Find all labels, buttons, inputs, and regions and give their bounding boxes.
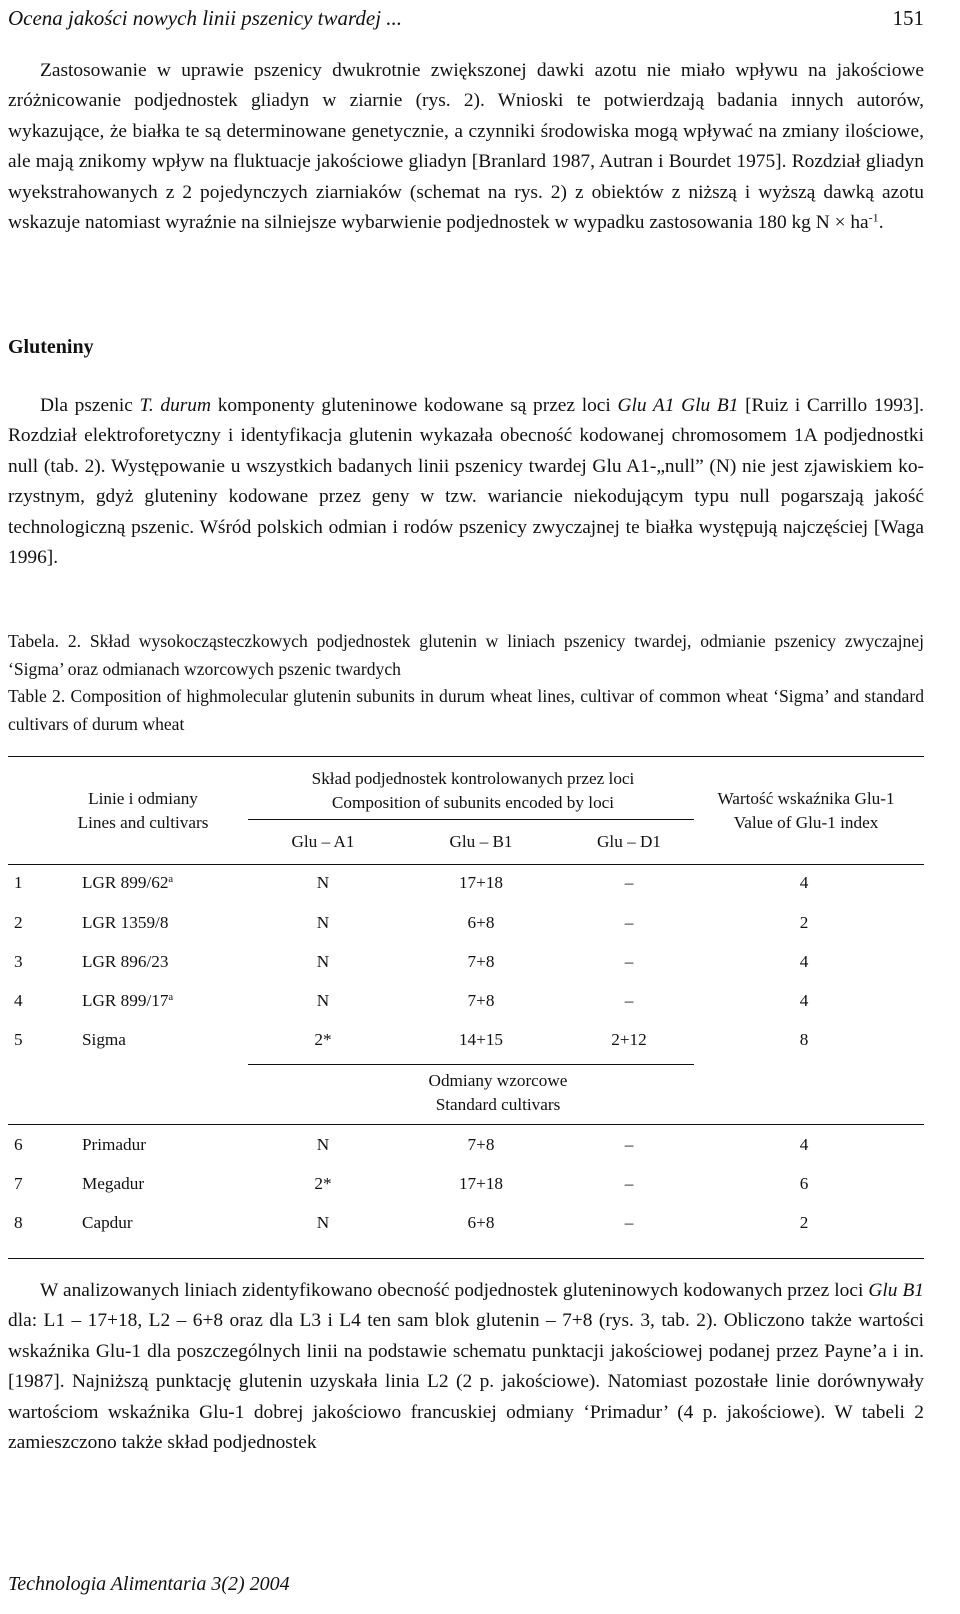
- row-index: 2: [799, 1213, 809, 1232]
- table-header-rule: [8, 864, 924, 865]
- row-index: 4: [799, 991, 809, 1010]
- table-group-rule-2: [8, 1124, 924, 1125]
- row-glu-b1: 6+8: [467, 913, 495, 932]
- row-name-text: LGR 899/17: [82, 991, 169, 1010]
- header-lines-en: Lines and cultivars: [77, 813, 209, 832]
- row-index: 6: [799, 1174, 809, 1193]
- row-name: [82, 871, 173, 895]
- paragraph-2-text-5: [Ruiz i Carrillo 1993]. Rozdział elektroforetyczny i identyfikacja glutenin wykazała obecność kodowanej chromosomem 1A podjednostki null (tab. 2). Występowanie u wszystkich badanych linii pszenicy twardej Glu A1-„null” (N) nie jest zjawiskiem korzystnym, gdyż gluteniny kodowane przez geny w tzw. wariancie niekodującym typu null pogarszają jakość technologiczną pszenic. Wśród polskich odmian i rodów pszenicy zwyczajnej te białka występują najczęściej [Waga 1996].: [8, 395, 924, 569]
- row-number: 4: [14, 991, 23, 1010]
- row-name: [82, 950, 168, 974]
- row-name: Capdur: [82, 1213, 133, 1232]
- paragraph-1-superscript: -1: [868, 210, 879, 225]
- header-composition-en: Composition of subunits encoded by loci: [331, 793, 615, 812]
- paragraph-2-text-1: Dla pszenic: [40, 395, 140, 416]
- row-glu-a1: N: [316, 873, 330, 892]
- row-name-text: Sigma: [82, 1030, 126, 1049]
- header-composition: [238, 767, 708, 815]
- header-lines-pl: Linie i odmiany: [88, 789, 198, 808]
- row-name-text: LGR 896/23: [82, 952, 169, 971]
- table-top-rule: [8, 756, 924, 757]
- row-name-text: LGR 899/62: [82, 873, 169, 892]
- subheader-glu-a1: Glu – A1: [291, 832, 355, 851]
- row-glu-a1: 2*: [314, 1030, 332, 1049]
- row-glu-d1: –: [624, 952, 634, 971]
- table-caption: [8, 628, 924, 738]
- row-index: 2: [799, 913, 809, 932]
- row-glu-b1: 7+8: [467, 952, 495, 971]
- paragraph-2-loci: Glu A1 Glu B1: [617, 395, 739, 416]
- row-number: 8: [14, 1213, 23, 1232]
- row-glu-b1: 7+8: [467, 991, 495, 1010]
- row-number: 7: [14, 1174, 23, 1193]
- row-glu-d1: –: [624, 1135, 634, 1154]
- paragraph-2-species: T. durum: [139, 395, 212, 416]
- row-glu-b1: 17+18: [458, 873, 504, 892]
- paragraph-2-text-3: komponenty gluteninowe kodowane są przez loci: [211, 395, 618, 416]
- header-index: [688, 787, 924, 835]
- row-name: [82, 989, 173, 1013]
- paragraph-1: [8, 56, 924, 238]
- header-composition-pl: Skład podjednostek kontrolowanych przez loci: [311, 769, 635, 788]
- page-footer: Technologia Alimentaria 3(2) 2004: [8, 1573, 290, 1595]
- row-index: 8: [799, 1030, 809, 1049]
- paragraph-3: [8, 1276, 924, 1458]
- row-glu-a1: N: [316, 952, 330, 971]
- table-caption-pl: Tabela. 2. Skład wysokocząsteczkowych podjednostek glutenin w liniach pszenicy twardej, odmianie pszenicy zwyczajnej ‘Sigma’ oraz odmianach wzorcowych pszenic twardych: [8, 631, 924, 679]
- standard-cultivars-en: Standard cultivars: [435, 1095, 561, 1114]
- paragraph-2: [8, 391, 924, 573]
- subheader-glu-d1: Glu – D1: [597, 832, 661, 851]
- row-name: [82, 1028, 126, 1052]
- row-name-superscript: a: [168, 992, 174, 1004]
- row-glu-a1: N: [316, 1135, 330, 1154]
- row-name: [82, 911, 168, 935]
- paragraph-3-text-3: dla: L1 – 17+18, L2 – 6+8 oraz dla L3 i L4 ten sam blok glutenin – 7+8 (rys. 3, tab. 2). Obliczono także wartości wskaźnika Glu-1 dla poszczególnych linii na podstawie schematu punktacji jakościowej podanej przez Payne’a i in. [1987]. Najniższą punktację glutenin uzyskała linia L2 (2 p. jakościowe). Natomiast pozostałe linie dorównywały wartościom wskaźnika Glu-1 dobrej jakościowo francuskiej odmiany ‘Primadur’ (4 p. jakościowe). W tabeli 2 zamieszczono także skład podjednostek: [8, 1310, 924, 1454]
- row-glu-a1: N: [316, 913, 330, 932]
- row-name-text: LGR 1359/8: [82, 913, 169, 932]
- standard-cultivars-pl: Odmiany wzorcowe: [428, 1071, 568, 1090]
- row-name-superscript: a: [168, 874, 174, 886]
- running-header: [8, 6, 924, 36]
- subheader-glu-b1: Glu – B1: [449, 832, 513, 851]
- row-index: 4: [799, 952, 809, 971]
- page-number: 151: [892, 6, 924, 30]
- row-name: Primadur: [82, 1135, 146, 1154]
- row-number: 2: [14, 913, 23, 932]
- row-glu-d1: –: [624, 1213, 634, 1232]
- paragraph-3-text-1: W analizowanych liniach zidentyfikowano obecność podjednostek gluteninowych kodowanych przez loci: [40, 1280, 869, 1301]
- row-glu-d1: –: [624, 873, 634, 892]
- row-glu-a1: N: [316, 991, 330, 1010]
- row-name: Megadur: [82, 1174, 145, 1193]
- table-bottom-rule: [8, 1258, 924, 1259]
- section-heading: Gluteniny: [8, 336, 94, 358]
- row-glu-a1: 2*: [314, 1174, 332, 1193]
- row-number: 6: [14, 1135, 23, 1154]
- row-glu-b1: 6+8: [467, 1213, 495, 1232]
- header-index-pl: Wartość wskaźnika Glu-1: [717, 789, 895, 808]
- header-lines: [18, 787, 268, 835]
- row-glu-b1: 14+15: [458, 1030, 504, 1049]
- table-caption-en: Table 2. Composition of highmolecular glutenin subunits in durum wheat lines, cultivar of common wheat ‘Sigma’ and standard cultivars of durum wheat: [8, 686, 924, 734]
- row-glu-d1: –: [624, 913, 634, 932]
- paragraph-1-end: .: [878, 212, 884, 234]
- table-subheader-rule: [248, 819, 694, 820]
- paragraph-3-loci: Glu B1: [868, 1280, 924, 1301]
- row-number: 5: [14, 1030, 23, 1049]
- standard-cultivars-heading: [348, 1069, 648, 1117]
- table-group-rule: [248, 1064, 694, 1065]
- row-index: 4: [799, 873, 809, 892]
- paragraph-1-text: Zastosowanie w uprawie pszenicy dwukrotnie zwiększonej dawki azotu nie miało wpływu na jakościowe zróżnicowanie podjednostek gliadyn w ziarnie (rys. 2). Wnioski te potwierdzają badania innych autorów, wykazujące, że białka te są determinowane genetycznie, a czynniki środowiska mogą wpływać na zmiany ilościowe, ale mają znikomy wpływ na fluktuacje jakościowe gliadyn [Branlard 1987, Autran i Bourdet 1975]. Rozdział gliadyn wyekstrahowanych z 2 pojedynczych ziarniaków (schemat na rys. 2) z obiektów z niższą i wyższą dawką azotu wskazuje natomiast wyraźnie na silniejsze wybarwienie podjednostek w wypadku zastosowania 180 kg N × ha: [8, 60, 924, 234]
- row-glu-d1: 2+12: [611, 1030, 647, 1049]
- row-glu-d1: –: [624, 991, 634, 1010]
- row-glu-d1: –: [624, 1174, 634, 1193]
- header-index-en: Value of Glu-1 index: [733, 813, 879, 832]
- row-index: 4: [799, 1135, 809, 1154]
- running-title: Ocena jakości nowych linii pszenicy twardej ...: [8, 6, 403, 30]
- row-number: 3: [14, 952, 23, 971]
- row-glu-b1: 17+18: [458, 1174, 504, 1193]
- row-number: 1: [14, 873, 23, 892]
- row-glu-a1: N: [316, 1213, 330, 1232]
- row-glu-b1: 7+8: [467, 1135, 495, 1154]
